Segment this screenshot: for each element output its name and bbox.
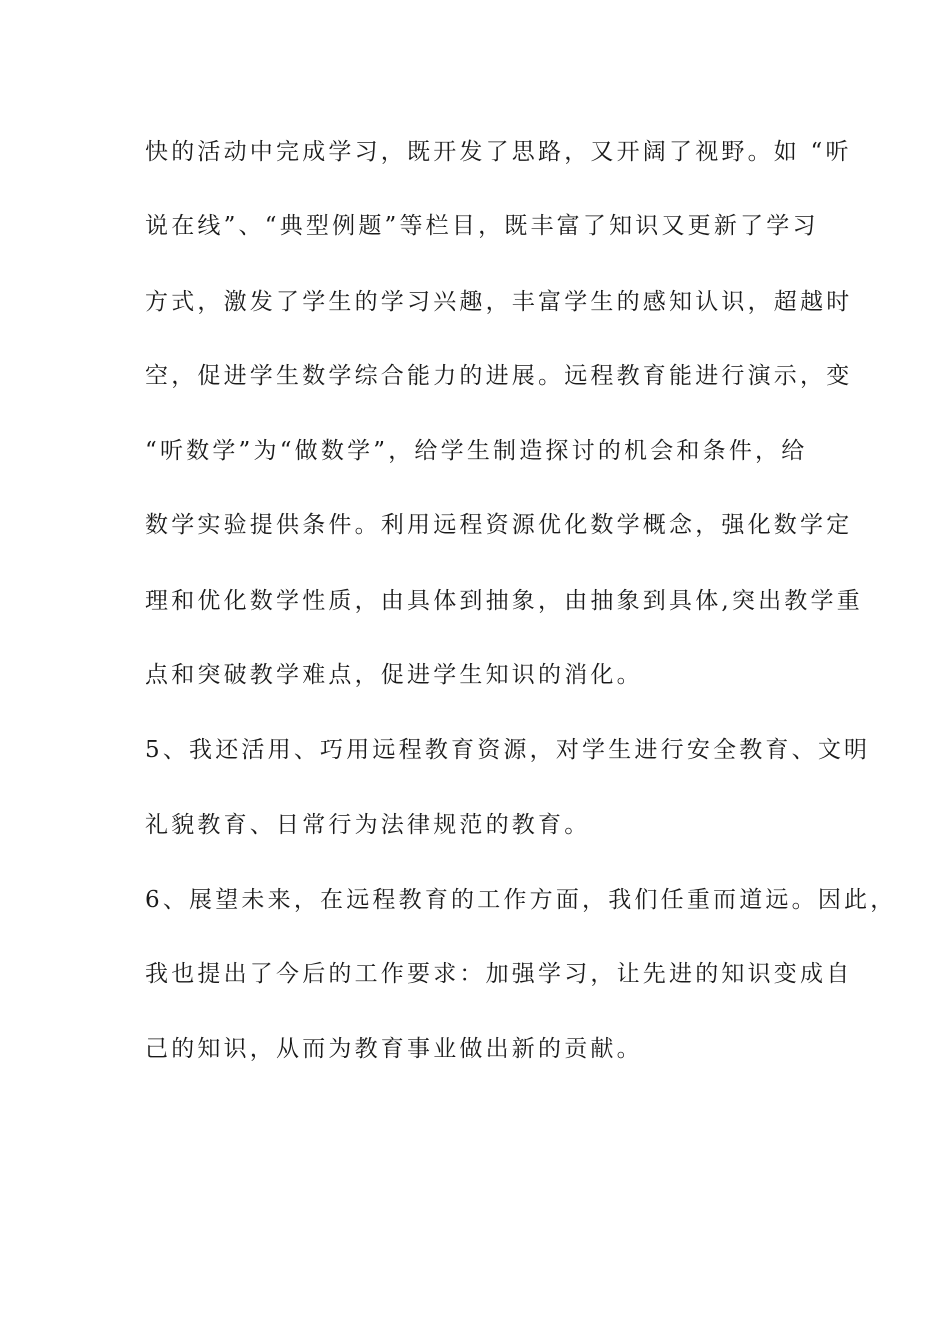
text-line: 6、展望未来，在远程教育的工作方面，我们任重而道远。因此，	[145, 887, 897, 913]
text-line: 点和突破教学难点，促进学生知识的消化。	[145, 662, 643, 688]
text-line: 理和优化数学性质，由具体到抽象，由抽象到具体,突出教学重	[145, 588, 863, 614]
text-line: 礼貌教育、日常行为法律规范的教育。	[145, 812, 591, 838]
text-line: 数学实验提供条件。利用远程资源优化数学概念，强化数学定	[145, 512, 853, 538]
text-line: 5、我还活用、巧用远程教育资源，对学生进行安全教育、文明	[145, 737, 871, 763]
text-line: 空，促进学生数学综合能力的进展。远程教育能进行演示，变	[145, 363, 853, 389]
text-line: 快的活动中完成学习，既开发了思路，又开阔了视野。如 “听	[145, 139, 852, 165]
text-line: 说在线”、“典型例题”等栏目，既丰富了知识又更新了学习	[145, 213, 819, 239]
text-line: “听数学”为“做数学”，给学生制造探讨的机会和条件，给	[145, 438, 808, 464]
text-line: 我也提出了今后的工作要求：加强学习，让先进的知识变成自	[145, 961, 853, 987]
text-line: 己的知识，从而为教育事业做出新的贡献。	[145, 1036, 643, 1062]
text-line: 方式，激发了学生的学习兴趣，丰富学生的感知认识，超越时	[145, 289, 853, 315]
